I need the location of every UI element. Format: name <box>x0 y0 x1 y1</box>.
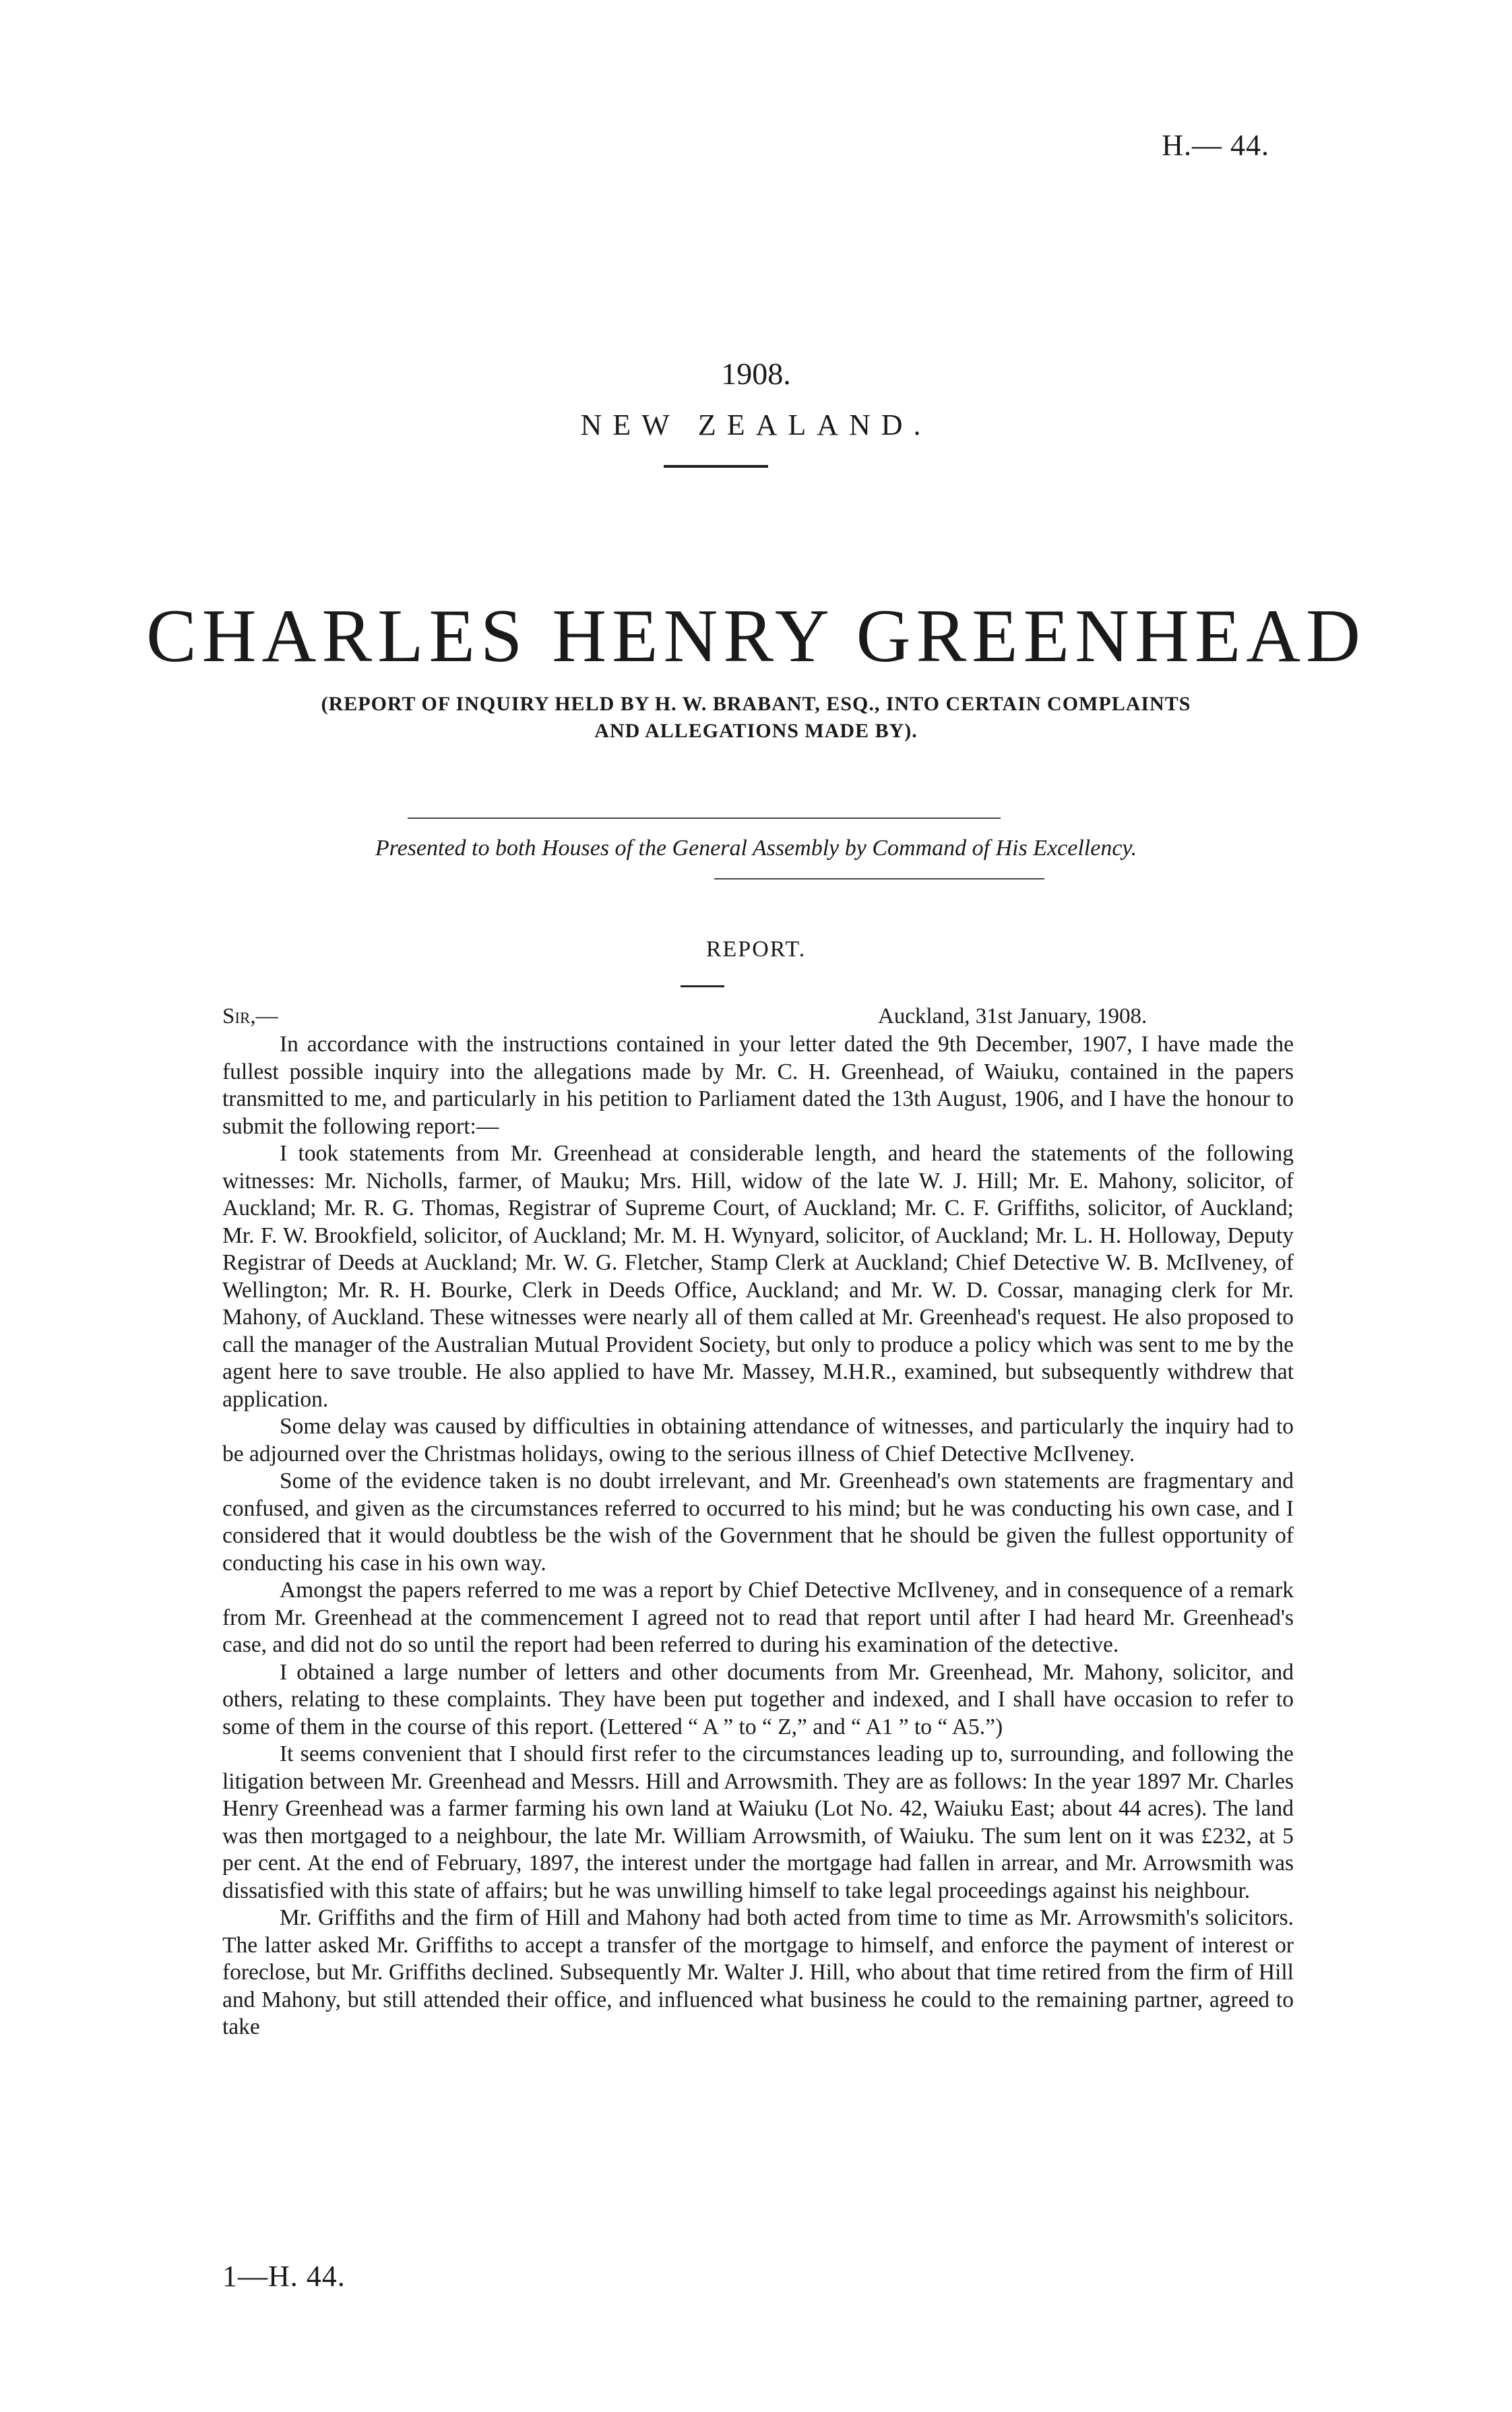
divider <box>664 465 768 468</box>
document-subtitle <box>0 691 1512 745</box>
document-title: CHARLES HENRY GREENHEAD <box>146 594 1366 678</box>
salutation: Sir,— <box>222 1004 278 1028</box>
report-body <box>222 1031 1294 2041</box>
paragraph: Amongst the papers referred to me was a report by Chief Detective McIlveney, and in consequence of a remark from Mr. Greenhead at the commencement I agreed not to read that report until after I had heard Mr. Greenhead's case, and did not do so until the report had been referred to during his examination of the detective. <box>222 1578 1294 1657</box>
page-reference: H.— 44. <box>1162 129 1269 162</box>
paragraph: It seems convenient that I should first refer to the circumstances leading up to, surrounding, and following the litigation between Mr. Greenhead and Messrs. Hill and Arrowsmith. They are as follows: In the year 1897 Mr. Charles Henry Greenhead was a farmer farming his own land at Waiuku (Lot No. 42, Waiuku East; about 44 acres). The land was then mortgaged to a neighbour, the late Mr. William Arrowsmith, of Waiuku. The sum lent on it was £232, at 5 per cent. At the end of February, 1897, the interest under the mortgage had fallen in arrear, and Mr. Arrowsmith was dissatisfied with this state of affairs; but he was unwilling himself to take legal proceedings against his neighbour. <box>222 1741 1294 1903</box>
footer-reference: 1—H. 44. <box>222 2260 346 2293</box>
presented-line: Presented to both Houses of the General Assembly by Command of His Excellency. <box>375 836 1137 861</box>
divider <box>408 817 1001 819</box>
subtitle-line: AND ALLEGATIONS MADE BY). <box>594 720 918 742</box>
paragraph: Some of the evidence taken is no doubt irrelevant, and Mr. Greenhead's own statements are fragmentary and confused, and given as the circumstances referred to occurred to his mind; but he was conducting his own case, and I considered that it would doubtless be the wish of the Government that he should be given the fullest opportunity of conducting his case in his own way. <box>222 1468 1294 1576</box>
paragraph: Mr. Griffiths and the firm of Hill and Mahony had both acted from time to time as Mr. Arrowsmith's solicitors. The latter asked Mr. Griffiths to accept a transfer of the mortgage to himself, and enforce the payment of interest or foreclose, but Mr. Griffiths declined. Subsequently Mr. Walter J. Hill, who about that time retired from the firm of Hill and Mahony, but still attended their office, and influenced what business he could to the remaining partner, agreed to take <box>222 1905 1294 2039</box>
subtitle-line: (REPORT OF INQUIRY HELD BY H. W. BRABANT, ESQ., INTO CERTAIN COMPLAINTS <box>321 693 1191 715</box>
paragraph: I obtained a large number of letters and other documents from Mr. Greenhead, Mr. Mahony, solicitor, and others, relating to these complaints. They have been put together and indexed, and I shall have occasion to refer to some of them in the course of this report. (Lettered “ A ” to “ Z,” and “ A1 ” to “ A5.”) <box>222 1659 1294 1739</box>
divider <box>714 878 1044 879</box>
paragraph: In accordance with the instructions contained in your letter dated the 9th December, 1907, I have made the fullest possible inquiry into the allegations made by Mr. C. H. Greenhead, of Waiuku, contained in the papers transmitted to me, and particularly in his petition to Parliament dated the 13th August, 1906, and I have the honour to submit the following report:— <box>222 1032 1294 1139</box>
paragraph: I took statements from Mr. Greenhead at considerable length, and heard the statements of the following witnesses: Mr. Nicholls, farmer, of Mauku; Mrs. Hill, widow of the late W. J. Hill; Mr. E. Mahony, solicitor, of Auckland; Mr. R. G. Thomas, Registrar of Supreme Court, of Auckland; Mr. C. F. Griffiths, solicitor, of Auckland; Mr. F. W. Brookfield, solicitor, of Auckland; Mr. M. H. Wynyard, solicitor, of Auckland; Mr. L. H. Holloway, Deputy Registrar of Deeds at Auckland; Mr. W. G. Fletcher, Stamp Clerk at Auckland; Chief Detective W. B. McIlveney, of Wellington; Mr. R. H. Bourke, Clerk in Deeds Office, Auckland; and Mr. W. D. Cossar, managing clerk for Mr. Mahony, of Auckland. These witnesses were nearly all of them called at Mr. Greenhead's request. He also proposed to call the manager of the Australian Mutual Provident Society, but only to produce a policy which was sent to me by the agent here to save trouble. He also applied to have Mr. Massey, M.H.R., examined, but subsequently withdrew that application. <box>222 1141 1294 1412</box>
report-heading: REPORT. <box>705 937 807 962</box>
paragraph: Some delay was caused by difficulties in obtaining attendance of witnesses, and particularly the inquiry had to be adjourned over the Christmas holidays, owing to the serious illness of Chief Detective McIlveney. <box>222 1414 1294 1466</box>
country-heading: NEW ZEALAND. <box>580 408 932 441</box>
divider <box>681 985 724 987</box>
year-heading: 1908. <box>721 357 791 391</box>
date-line: Auckland, 31st January, 1908. <box>878 1004 1147 1028</box>
